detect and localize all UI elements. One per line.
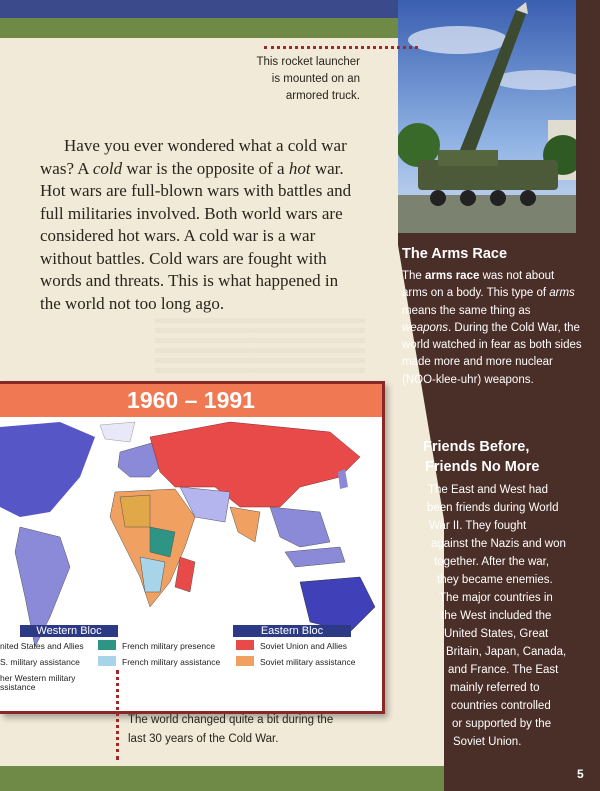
rocket-launcher-photo [398, 0, 576, 233]
friends-text-line: mainly referred to [450, 682, 540, 694]
arms-race-run: weapons [402, 321, 449, 334]
legend-french-presence: French military presence [122, 641, 216, 651]
friends-text-line: The major countries in [439, 592, 553, 604]
faded-background-text [155, 318, 365, 378]
friends-text-line: United States, Great [444, 628, 549, 640]
friends-text-line: The East and West had [428, 484, 548, 496]
world-map-graphic [0, 417, 382, 654]
swatch-french-assistance [98, 656, 116, 666]
legend-us-assistance: S. military assistance [0, 657, 80, 667]
intro-paragraph-run: war. Hot wars are full-blown wars with battles and full militaries involved. Both world wars are considered hot wars. A cold war is a war without battles. Cold wars are fought with words and threats. This is what happened in the world not too long ago. [40, 158, 352, 313]
page-number: 5 [577, 767, 584, 781]
intro-paragraph-run: hot [288, 158, 311, 178]
friends-text-line: War II. They fought [429, 520, 527, 532]
friends-text-line: Soviet Union. [453, 736, 522, 748]
legend-other-western: her Western military [0, 673, 76, 683]
friends-text-line: against the Nazis and won [431, 538, 566, 550]
legend-other-western-cont: ssistance [0, 682, 36, 692]
arms-race-heading: The Arms Race [402, 246, 508, 262]
swatch-french-presence [98, 640, 116, 650]
arms-race-run: The [402, 270, 426, 282]
friends-text-line: together. After the war, [434, 556, 550, 568]
friends-text-line: the West included the [441, 610, 552, 622]
map-caption-pointer-line [116, 670, 119, 760]
swatch-soviet-assistance [236, 656, 254, 666]
arms-race-run: arms race [425, 270, 480, 282]
friends-heading-line-1: Friends Before, [423, 439, 530, 455]
swatch-soviet-allies [236, 640, 254, 650]
intro-paragraph-run: Have you ever wondered what a cold war was? A [40, 136, 347, 178]
photo-caption: This rocket launcher is mounted on an armored truck. [256, 56, 360, 102]
legend-soviet-allies: Soviet Union and Allies [260, 641, 347, 651]
eastern-bloc-heading: Eastern Bloc [233, 625, 351, 637]
intro-paragraph-run: cold [92, 158, 123, 178]
friends-text-line: they became enemies. [437, 574, 553, 586]
friends-text-line: countries controlled [451, 700, 551, 712]
friends-text-line: or supported by the [452, 718, 552, 730]
intro-paragraph [40, 135, 362, 315]
arms-race-run: means the same thing as [402, 304, 531, 317]
map-title: 1960 – 1991 [0, 384, 382, 417]
legend-us-allies: nited States and Allies [0, 641, 84, 651]
friends-text-line: Britain, Japan, Canada, [446, 646, 567, 658]
arms-race-run: . During the Cold War, the world watched in fear as both sides made more and more nuclear (NOO-klee-uhr) weapons. [402, 321, 582, 386]
legend-soviet-assistance: Soviet military assistance [260, 657, 356, 667]
arms-race-run: arms [549, 287, 575, 300]
legend-french-assistance: French military assistance [122, 657, 221, 667]
map-caption: The world changed quite a bit during the last 30 years of the Cold War. [128, 714, 334, 745]
arms-race-text [402, 268, 582, 389]
cold-war-map [0, 381, 385, 714]
arms-race-run: was not about arms on a body. This type of [402, 270, 555, 300]
friends-heading-line-2: Friends No More [425, 459, 540, 475]
caption-pointer-line [264, 46, 418, 49]
western-bloc-heading: Western Bloc [20, 625, 118, 637]
friends-text-line: been friends during World [427, 502, 559, 514]
intro-paragraph-run: war is the opposite of a [122, 158, 289, 178]
friends-text-line: and France. The East [448, 664, 559, 676]
